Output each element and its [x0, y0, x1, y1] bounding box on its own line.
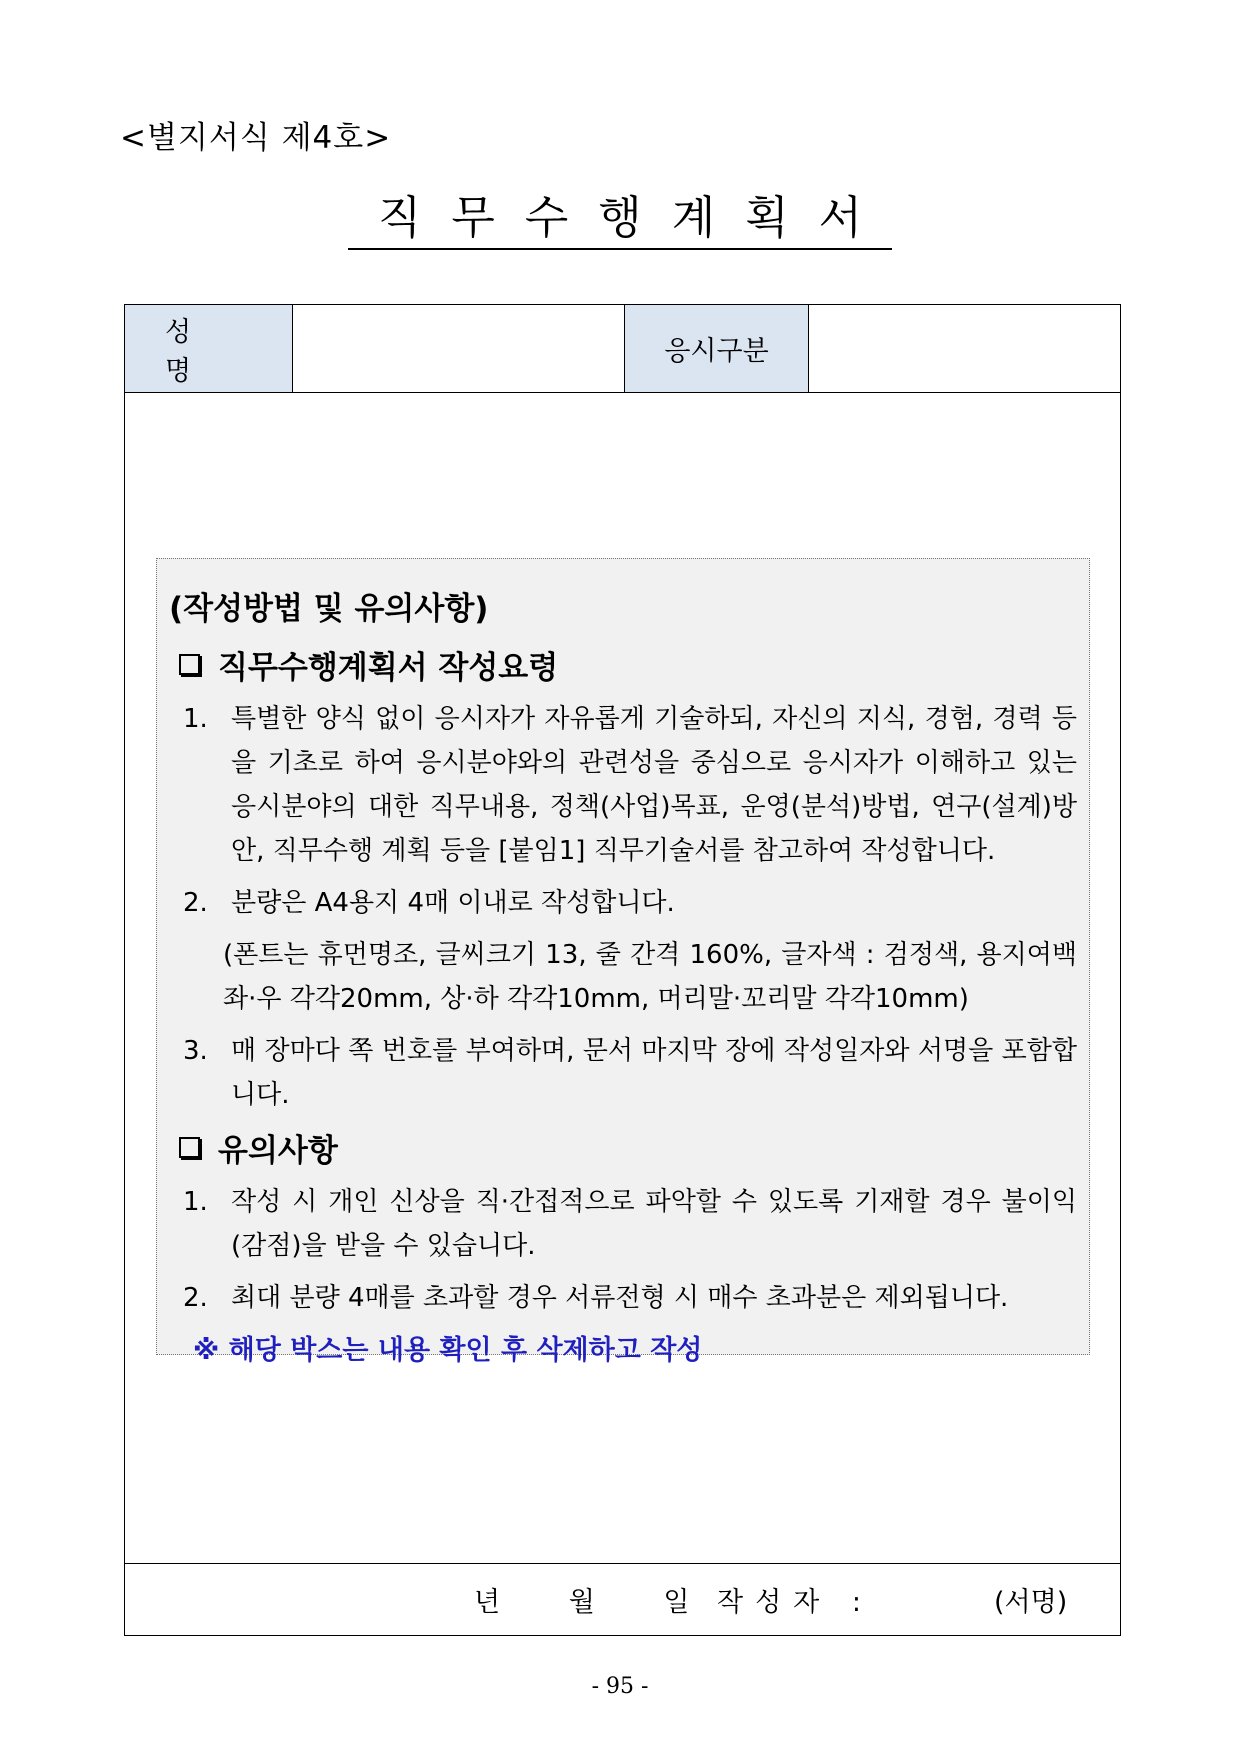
signature-row [124, 1563, 1121, 1636]
category-field[interactable] [809, 305, 1121, 393]
list-item [183, 881, 1077, 925]
list-item [183, 697, 1077, 873]
delete-box-warning: ※ 해당 박스는 내용 확인 후 삭제하고 작성 [193, 1335, 703, 1366]
year-label: 년 [474, 1587, 501, 1618]
item-text: 분량은 A4용지 4매 이내로 작성합니다. [231, 888, 675, 918]
font-note: (폰트는 휴먼명조, 글씨크기 13, 줄 간격 160%, 글자색 : 검정색, 용지여백 좌·우 각각20mm, 상·하 각각10mm, 머리말·꼬리말 각각10mm) [223, 940, 1077, 1014]
item-text: 매 장마다 쪽 번호를 부여하며, 문서 마지막 장에 작성일자와 서명을 포함합니다. [231, 1036, 1077, 1110]
section-precautions [173, 1125, 1077, 1170]
item-text: 특별한 양식 없이 응시자가 자유롭게 기술하되, 자신의 지식, 경험, 경력 등을 기초로 하여 응시분야와의 관련성을 중심으로 응시자가 이해하고 있는 응시분야의 대한 직무내용, 정책(사업)목표, 운영(분석)방법, 연구(설계)방안, 직무수행 계획 등을 [붙임1] 직무기술서를 참고하여 작성합니다. [231, 704, 1077, 866]
item-number: 2. [183, 1283, 208, 1313]
item-text: 작성 시 개인 신상을 직·간접적으로 파악할 수 있도록 기재할 경우 불이익(감점)을 받을 수 있습니다. [231, 1187, 1077, 1261]
item-number: 1. [183, 704, 208, 734]
section-title: 유의사항 [218, 1133, 338, 1169]
month-label: 월 [568, 1587, 595, 1618]
form-number: <별지서식 제4호> [120, 120, 392, 156]
date-fields [474, 1580, 749, 1619]
item-text: 최대 분량 4매를 초과할 경우 서류전형 시 매수 초과분은 제외됩니다. [231, 1283, 1009, 1313]
item-number: 3. [183, 1036, 208, 1066]
instructions-heading: (작성방법 및 유의사항) [169, 591, 489, 627]
item-number: 1. [183, 1187, 208, 1217]
instructions-box [156, 558, 1090, 1366]
section-writing-guide [173, 642, 1077, 687]
writer-label: 작성자 : [717, 1587, 873, 1618]
list-item [183, 1276, 1077, 1320]
category-label: 응시구분 [625, 305, 809, 393]
list-item [183, 1029, 1077, 1117]
checkbox-bullet-icon [179, 1137, 200, 1158]
document-title: 직무수행계획서 [348, 190, 892, 250]
page-number: - 95 - [591, 1674, 649, 1699]
signature-label: (서명) [994, 1587, 1068, 1618]
name-label: 성 명 [125, 305, 293, 393]
item-number: 2. [183, 888, 208, 918]
section-title: 직무수행계획서 작성요령 [218, 650, 559, 686]
list-item [183, 1180, 1077, 1268]
day-label: 일 [663, 1587, 690, 1618]
name-field[interactable] [293, 305, 625, 393]
document-title-wrap [0, 190, 1240, 250]
checkbox-bullet-icon [179, 654, 200, 675]
